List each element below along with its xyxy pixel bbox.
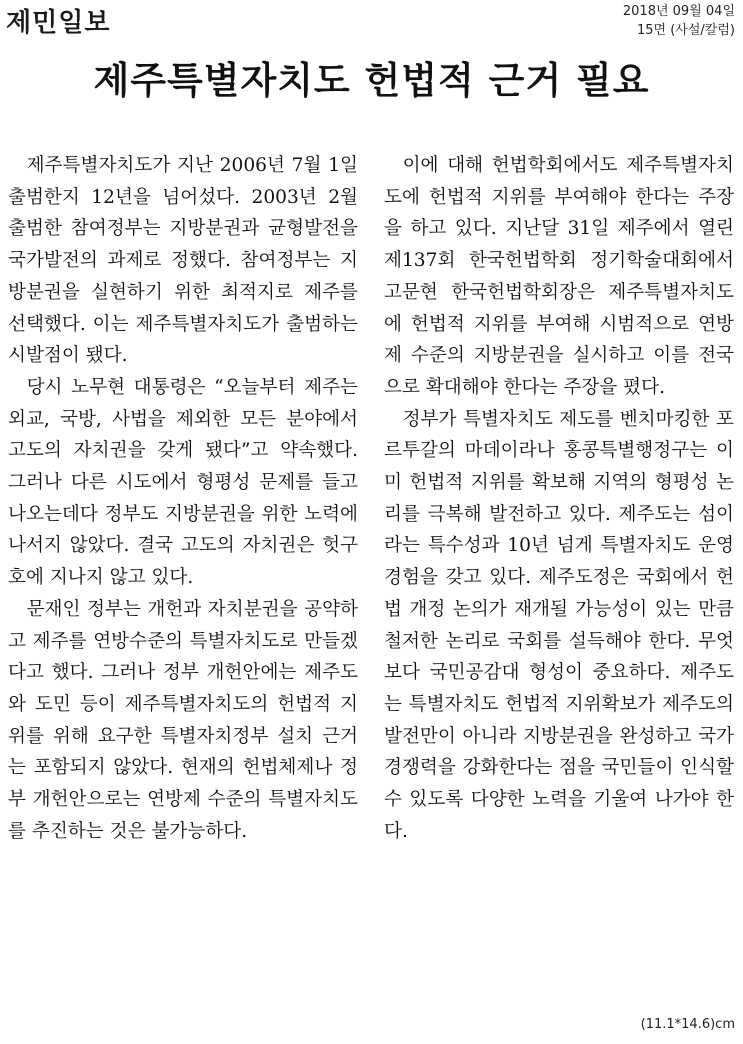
paragraph: 정부가 특별자치도 제도를 벤치마킹한 포르투갈의 마데이라나 홍콩특별행정구는 이미 헌법적 지위를 확보해 지역의 형평성 논리를 극복해 발전하고 있다. 제주도는 섬이라는 특수성과 10년 넘게 특별자치도 운영 경험을 갖고 있다. 제주도정은 국회에서 헌법 개정 논의가 재개될 가능성이 있는 만큼 철저한 논리로 국회를 설득해야 한다. 무엇보다 국민공감대 형성이 중요하다. 제주도는 특별자치도 헌법적 지위확보가 제주도의 발전만이 아니라 지방분권을 완성하고 국가경쟁력을 강화한다는 점을 국민들이 인식할 수 있도록 다양한 노력을 기울여 나가야 한다. [384, 408, 734, 842]
page-section: 15면 (사설/칼럼) [637, 23, 735, 38]
body-column-left [8, 150, 358, 847]
body-column-right [384, 150, 734, 847]
clipping-size-note: (11.1*14.6)cm [640, 1017, 735, 1032]
paragraph: 당시 노무현 대통령은 “오늘부터 제주는 외교, 국방, 사법을 제외한 모든 분야에서 고도의 자치권을 갖게 됐다”고 약속했다. 그러나 다른 시도에서 형평성 문제를 들고 나오는데다 정부도 지방분권을 위한 노력에 나서지 않았다. 결국 고도의 자치권은 헛구호에 지나지 않고 있다. [8, 376, 358, 589]
paragraph: 문재인 정부는 개헌과 자치분권을 공약하고 제주를 연방수준의 특별자치도로 만들겠다고 했다. 그러나 정부 개헌안에는 제주도와 도민 등이 제주특별자치도의 헌법적 지위를 위해 요구한 특별자치정부 설치 근거는 포함되지 않았다. 현재의 헌법체제나 정부 개헌안으로는 연방제 수준의 특별자치도를 추진하는 것은 불가능하다. [8, 598, 358, 842]
paragraph: 이에 대해 헌법학회에서도 제주특별자치도에 헌법적 지위를 부여해야 한다는 주장을 하고 있다. 지난달 31일 제주에서 열린 제137회 한국헌법학회 정기학술대회에서 고문현 한국헌법학회장은 제주특별자치도에 헌법적 지위를 부여해 시범적으로 연방제 수준의 지방분권을 실시하고 이를 전국으로 확대해야 한다는 주장을 폈다. [384, 155, 734, 398]
newspaper-masthead: 제민일보 [6, 8, 111, 38]
headline: 제주특별자치도 헌법적 근거 필요 [93, 59, 650, 102]
paragraph: 제주특별자치도가 지난 2006년 7월 1일 출범한지 12년을 넘어섰다. 2003년 2월 출범한 참여정부는 지방분권과 균형발전을 국가발전의 과제로 정했다. 참여정부는 지방분권을 실현하기 위한 최적지로 제주를 선택했다. 이는 제주특별자치도가 출범하는 시발점이 됐다. [8, 155, 358, 367]
publish-date: 2018년 09월 04일 [622, 4, 735, 19]
article-meta [623, 2, 735, 40]
